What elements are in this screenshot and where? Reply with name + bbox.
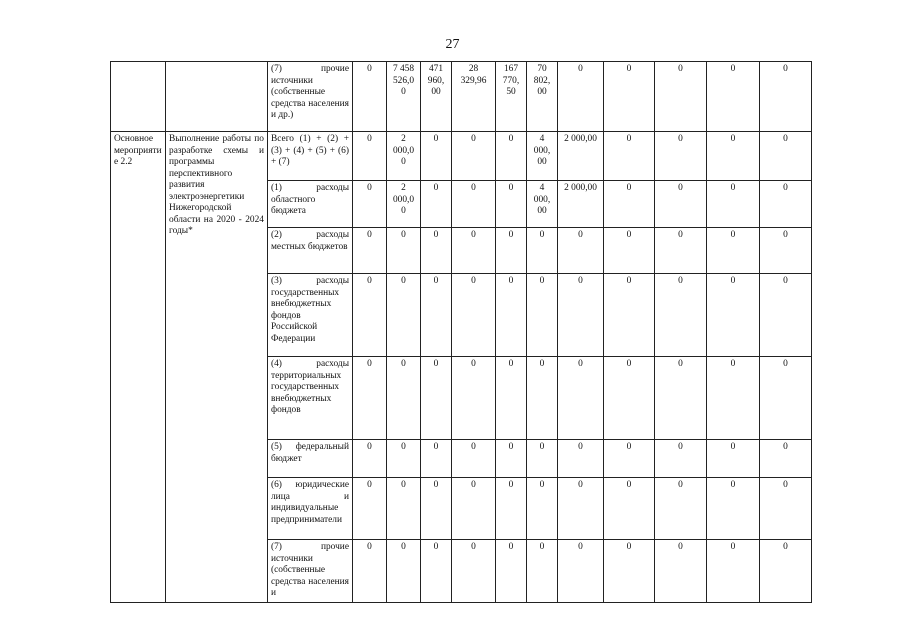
- value-cell: 0: [452, 440, 496, 478]
- value-cell: 0: [496, 132, 527, 181]
- funding-source-cell: Всего (1) + (2) + (3) + (4) + (5) + (6) + (7): [268, 132, 353, 181]
- value-cell: 0: [558, 478, 604, 540]
- value-cell: 0: [452, 228, 496, 274]
- value-cell: 0: [496, 228, 527, 274]
- value-cell: 7 458 526,0 0: [387, 62, 421, 132]
- event-title-cell: [166, 62, 268, 132]
- value-cell: 0: [421, 274, 452, 357]
- value-cell: 0: [707, 357, 760, 440]
- value-cell: 0: [452, 181, 496, 228]
- value-cell: 70 802, 00: [527, 62, 558, 132]
- value-cell: 0: [421, 228, 452, 274]
- value-cell: 0: [707, 62, 760, 132]
- value-cell: 0: [760, 478, 812, 540]
- value-cell: 0: [452, 132, 496, 181]
- value-cell: 0: [707, 540, 760, 603]
- value-cell: 0: [604, 181, 655, 228]
- value-cell: 0: [387, 478, 421, 540]
- funding-source-cell: (4) расходы территориальных государственных внебюджетных фондов: [268, 357, 353, 440]
- value-cell: 0: [496, 440, 527, 478]
- value-cell: 0: [655, 62, 707, 132]
- value-cell: 0: [421, 181, 452, 228]
- value-cell: 0: [387, 540, 421, 603]
- value-cell: 0: [527, 540, 558, 603]
- value-cell: 2 000,00: [558, 181, 604, 228]
- value-cell: 0: [604, 62, 655, 132]
- value-cell: 0: [655, 357, 707, 440]
- value-cell: 0: [707, 440, 760, 478]
- value-cell: 0: [558, 228, 604, 274]
- value-cell: 0: [558, 62, 604, 132]
- value-cell: 0: [655, 440, 707, 478]
- value-cell: 0: [452, 540, 496, 603]
- value-cell: 0: [604, 357, 655, 440]
- value-cell: 0: [527, 440, 558, 478]
- value-cell: 2 000,00: [558, 132, 604, 181]
- value-cell: 0: [558, 440, 604, 478]
- funding-source-cell: (3) расходы государственных внебюджетных фондов Российской Федерации: [268, 274, 353, 357]
- table-row: [111, 132, 812, 181]
- value-cell: 0: [496, 478, 527, 540]
- value-cell: 0: [452, 357, 496, 440]
- value-cell: 0: [558, 357, 604, 440]
- value-cell: 0: [655, 478, 707, 540]
- value-cell: 0: [760, 132, 812, 181]
- value-cell: 0: [527, 357, 558, 440]
- value-cell: 0: [707, 132, 760, 181]
- value-cell: 0: [558, 274, 604, 357]
- funding-source-cell: (7) прочие источники (собственные средства населения и др.): [268, 62, 353, 132]
- value-cell: 0: [707, 274, 760, 357]
- value-cell: 0: [496, 181, 527, 228]
- value-cell: 0: [760, 440, 812, 478]
- value-cell: 28 329,96: [452, 62, 496, 132]
- value-cell: 471 960, 00: [421, 62, 452, 132]
- value-cell: 0: [558, 540, 604, 603]
- value-cell: 0: [760, 62, 812, 132]
- funding-source-cell: (5) федеральный бюджет: [268, 440, 353, 478]
- value-cell: 0: [353, 274, 387, 357]
- value-cell: 0: [353, 357, 387, 440]
- value-cell: 4 000, 00: [527, 132, 558, 181]
- value-cell: 167 770, 50: [496, 62, 527, 132]
- value-cell: 0: [604, 540, 655, 603]
- value-cell: 0: [527, 228, 558, 274]
- funding-source-cell: (6) юридические лица и индивидуальные предприниматели: [268, 478, 353, 540]
- event-cell: [111, 62, 166, 132]
- value-cell: 0: [353, 228, 387, 274]
- value-cell: 0: [421, 440, 452, 478]
- value-cell: 0: [452, 478, 496, 540]
- value-cell: 0: [760, 274, 812, 357]
- value-cell: 0: [353, 478, 387, 540]
- funding-source-cell: (2) расходы местных бюджетов: [268, 228, 353, 274]
- value-cell: 0: [496, 540, 527, 603]
- table-row: [111, 62, 812, 132]
- event-title-cell: Выполнение работы по разработке схемы и программы перспективного развития электроэнергетики Нижегородской области на 2020 - 2024 годы*: [166, 132, 268, 603]
- value-cell: 0: [353, 132, 387, 181]
- funding-source-cell: (1) расходы областного бюджета: [268, 181, 353, 228]
- value-cell: 0: [655, 228, 707, 274]
- value-cell: 0: [421, 132, 452, 181]
- value-cell: 0: [707, 228, 760, 274]
- value-cell: 0: [604, 132, 655, 181]
- value-cell: 4 000, 00: [527, 181, 558, 228]
- value-cell: 0: [387, 440, 421, 478]
- value-cell: 0: [604, 440, 655, 478]
- value-cell: 0: [527, 478, 558, 540]
- value-cell: 0: [353, 540, 387, 603]
- value-cell: 0: [353, 181, 387, 228]
- value-cell: 0: [604, 228, 655, 274]
- value-cell: 0: [496, 274, 527, 357]
- value-cell: 0: [655, 274, 707, 357]
- value-cell: 0: [527, 274, 558, 357]
- value-cell: 0: [707, 478, 760, 540]
- budget-table: [110, 61, 812, 603]
- event-cell: Основное мероприятие 2.2: [111, 132, 166, 603]
- value-cell: 2 000,0 0: [387, 181, 421, 228]
- funding-source-cell: (7) прочие источники (собственные средства населения и: [268, 540, 353, 603]
- value-cell: 0: [655, 132, 707, 181]
- page-number: 27: [445, 37, 460, 52]
- value-cell: 0: [760, 357, 812, 440]
- value-cell: 0: [655, 540, 707, 603]
- value-cell: 0: [421, 357, 452, 440]
- value-cell: 0: [387, 357, 421, 440]
- value-cell: 0: [387, 228, 421, 274]
- value-cell: 0: [353, 440, 387, 478]
- value-cell: 0: [496, 357, 527, 440]
- value-cell: 0: [604, 274, 655, 357]
- value-cell: 0: [387, 274, 421, 357]
- value-cell: 0: [604, 478, 655, 540]
- value-cell: 0: [655, 181, 707, 228]
- value-cell: 2 000,0 0: [387, 132, 421, 181]
- value-cell: 0: [760, 540, 812, 603]
- value-cell: 0: [760, 228, 812, 274]
- value-cell: 0: [707, 181, 760, 228]
- value-cell: 0: [421, 478, 452, 540]
- value-cell: 0: [353, 62, 387, 132]
- value-cell: 0: [421, 540, 452, 603]
- value-cell: 0: [452, 274, 496, 357]
- value-cell: 0: [760, 181, 812, 228]
